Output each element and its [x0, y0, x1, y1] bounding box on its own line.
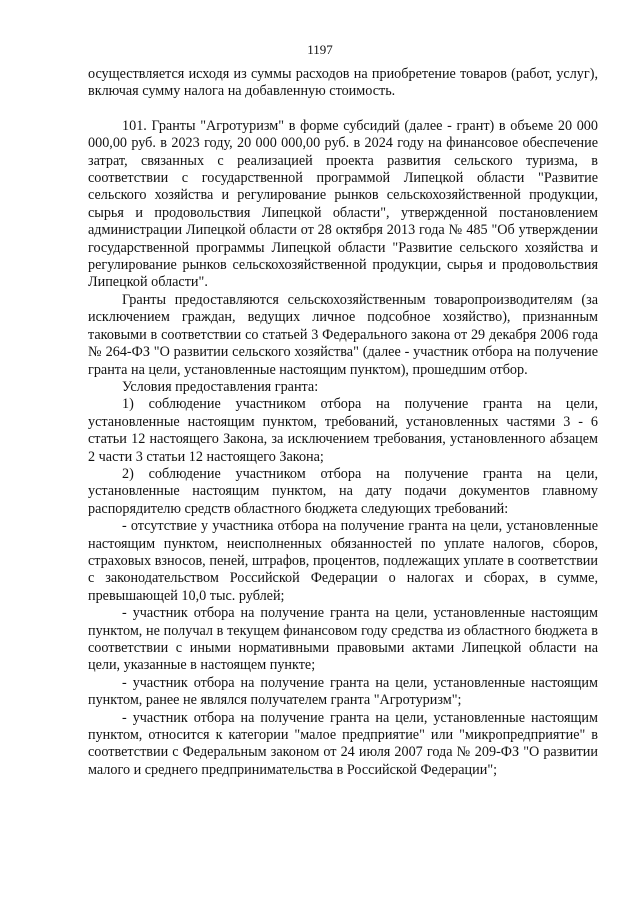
- paragraph-section-101: 101. Гранты "Агротуризм" в форме субсидий (далее - грант) в объеме 20 000 000,00 руб. в 2023 году, 20 000 000,00 руб. в 2024 году на финансовое обеспечение затрат, связанных с реализацией проекта развития сельского туризма, в соответствии с государственной программой Липецкой области "Развитие сельского хозяйства и регулирование рынков сельскохозяйственной продукции, сырья и продовольствия Липецкой области", утвержденной постановлением администрации Липецкой области от 28 октября 2013 года № 485 "Об утверждении государственной программы Липецкой области "Развитие сельского хозяйства и регулирование рынков сельскохозяйственной продукции, сырья и продовольствия Липецкой области".: [88, 117, 598, 291]
- paragraph-grant-recipients: Гранты предоставляются сельскохозяйственным товаропроизводителям (за исключением граждан, ведущих личное подсобное хозяйство), признанным таковыми в соответствии со статьей 3 Федерального закона от 29 декабря 2006 года № 264-ФЗ "О развитии сельского хозяйства" (далее - участник отбора на получение гранта на цели, установленные настоящим пунктом), прошедшим отбор.: [88, 291, 598, 378]
- paragraph-requirement-no-debts: - отсутствие у участника отбора на получение гранта на цели, установленные настоящим пунктом, неисполненных обязанностей по уплате налогов, сборов, страховых взносов, пеней, штрафов, процентов, подлежащих уплате в соответствии с законодательством Российской Федерации о налогах и сборах, в сумме, превышающей 10,0 тыс. рублей;: [88, 518, 598, 604]
- paragraph-conditions-heading: Условия предоставления гранта:: [122, 378, 319, 395]
- paragraph-condition-2: 2) соблюдение участником отбора на получение гранта на цели, установленные настоящим пунктом, на дату подачи документов главному распорядителю средств областного бюджета следующих требований:: [88, 465, 598, 517]
- document-body: [88, 66, 598, 779]
- page-number: 1197: [307, 42, 333, 57]
- paragraph-requirement-small-business: - участник отбора на получение гранта на цели, установленные настоящим пунктом, относится к категории "малое предприятие" или "микропредприятие" в соответствии с Федеральным законом от 24 июля 2007 года № 209-ФЗ "О развитии малого и среднего предпринимательства в Российской Федерации";: [88, 709, 598, 778]
- paragraph-requirement-not-previous-recipient: - участник отбора на получение гранта на цели, установленные настоящим пунктом, ранее не являлся получателем гранта "Агротуризм";: [88, 674, 598, 709]
- paragraph-condition-1: 1) соблюдение участником отбора на получение гранта на цели, установленные настоящим пунктом, требований, установленных частями 3 - 6 статьи 12 настоящего Закона, за исключением требования, установленного абзацем 2 части 3 статьи 12 настоящего Закона;: [88, 396, 598, 465]
- paragraph-requirement-no-funds: - участник отбора на получение гранта на цели, установленные настоящим пунктом, не получал в текущем финансовом году средства из областного бюджета в соответствии с иными нормативными правовыми актами Липецкой области на цели, указанные в настоящем пункте;: [88, 605, 598, 674]
- paragraph-continuation: осуществляется исходя из суммы расходов на приобретение товаров (работ, услуг), включая сумму налога на добавленную стоимость.: [88, 66, 598, 100]
